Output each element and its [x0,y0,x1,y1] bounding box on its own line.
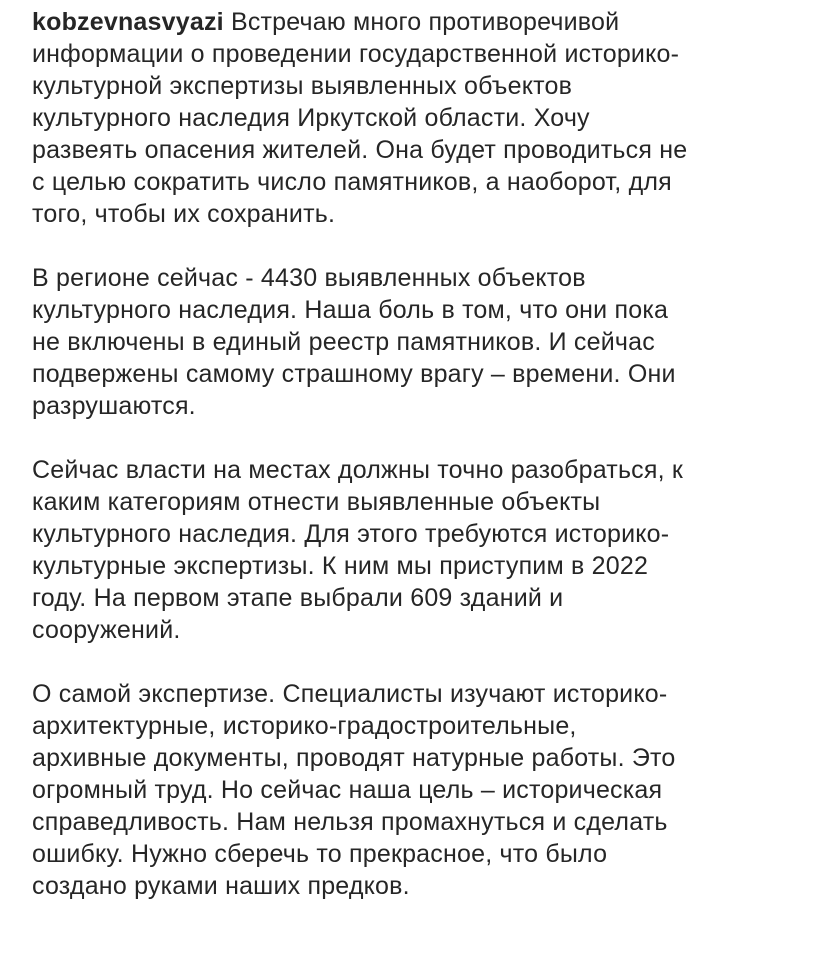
caption-paragraph-4: О самой экспертизе. Специалисты изучают историко- архитектурные, историко-градостроительные, архивные документы, проводят натурные работы. Это огромный труд. Но сейчас наша цель – историческая справедливость. Нам нельзя промахнуться и сделать ошибку. Нужно сберечь то прекрасное, что было создано руками наших предков. [32,680,676,900]
username-link[interactable]: kobzevnasvyazi [32,8,224,36]
caption-text-1: Встречаю много противоречивой информации о проведении государственной историко- культурной экспертизы выявленных объектов культурного наследия Иркутской области. Хочу развеять опасения жителей. Она будет проводиться не с целью сократить число памятников, а наоборот, для того, чтобы их сохранить. [32,8,688,228]
caption-paragraph-2: В регионе сейчас - 4430 выявленных объектов культурного наследия. Наша боль в том, что они пока не включены в единый реестр памятников. И сейчас подвержены самому страшному врагу – времени. Они разрушаются. [32,264,676,420]
caption-paragraph-3: Сейчас власти на местах должны точно разобраться, к каким категориям отнести выявленные объекты культурного наследия. Для этого требуются историко- культурные экспертизы. К ним мы приступим в 2022 году. На первом этапе выбрали 609 зданий и сооружений. [32,456,684,644]
caption-paragraph-1 [32,6,812,230]
post-caption [32,6,812,902]
